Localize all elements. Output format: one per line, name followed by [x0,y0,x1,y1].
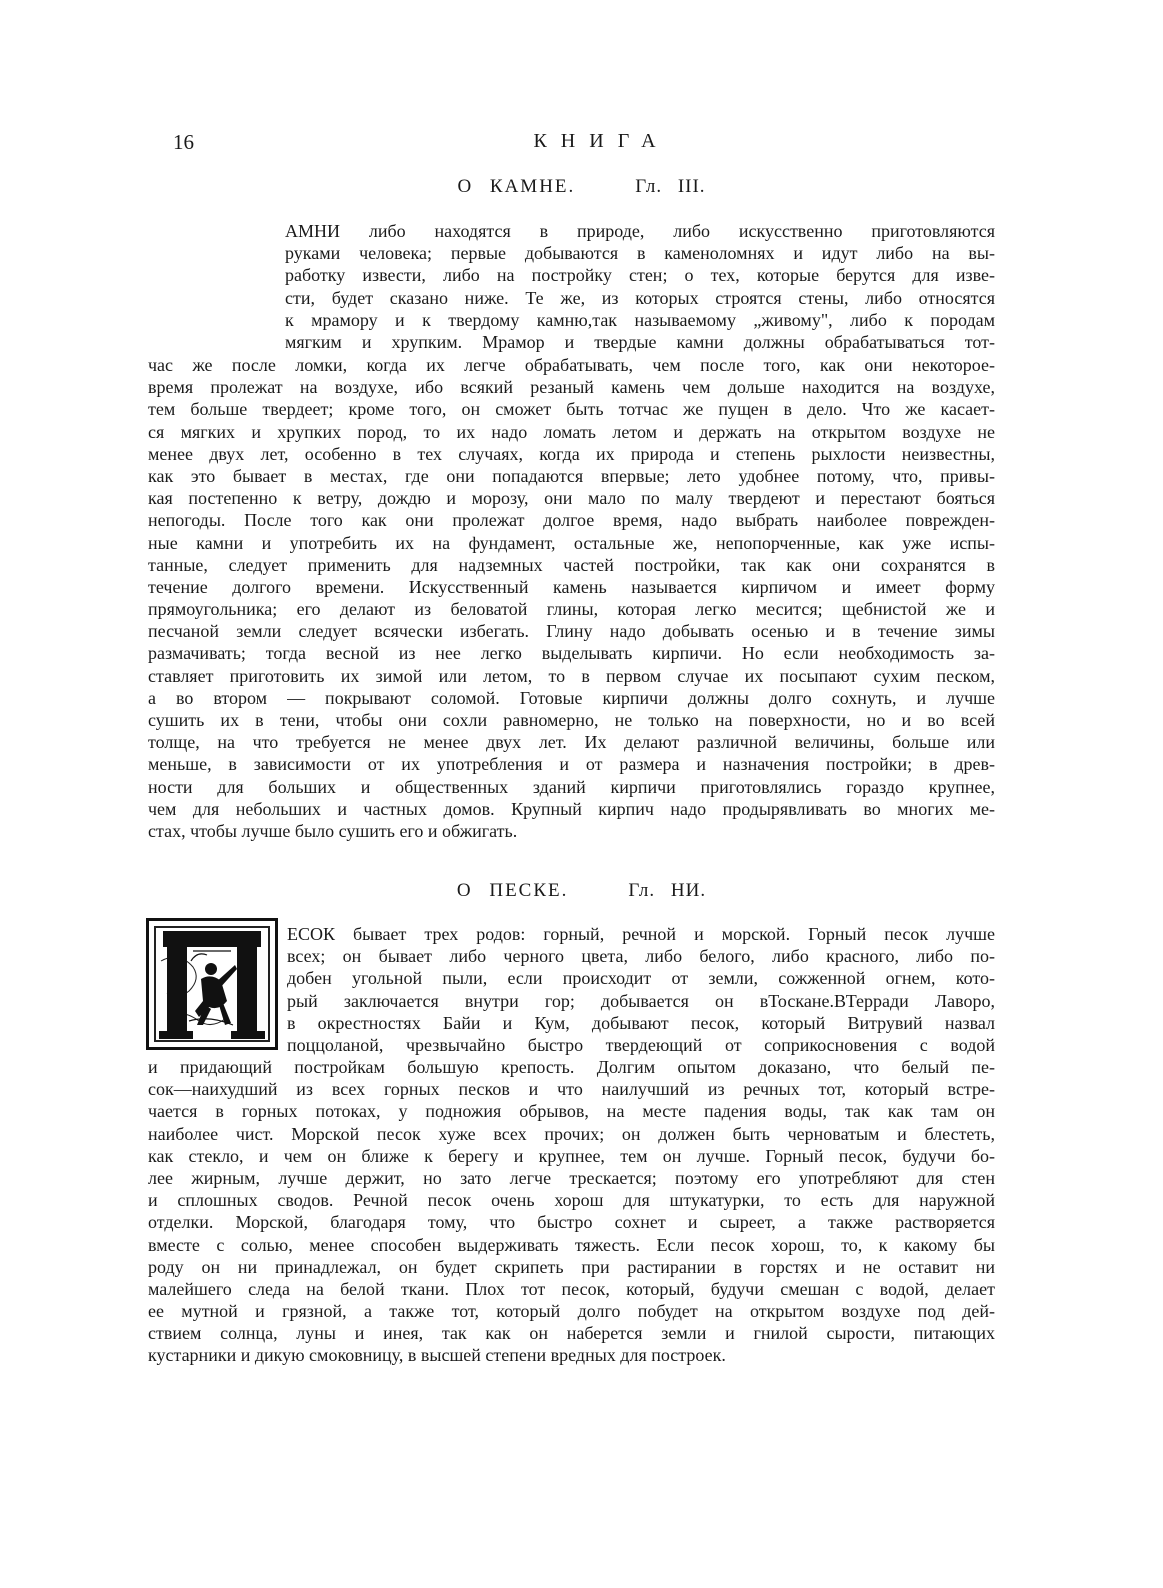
text-line: чем для небольших и частных домов. Крупный кирпич надо продырявливать во многих ме- [148,798,995,819]
section-title-sand [0,880,1163,902]
text-line: ставляет приготовить их зимой или летом, то в первом случае их посыпают сухим песком, [148,665,995,686]
text-line: стах, чтобы лучше было сушить его и обжигать. [148,820,518,841]
text-line: добен угольной пыли, если происходит от земли, сожженной огнем, кото- [287,968,995,989]
text-line: течение долгого времени. Искусственный камень называется кирпичом и имеет форму [148,576,995,597]
text-line: к мрамору и к твердому камню,так называемому „живому", либо к породам [285,309,995,330]
initial-letter-illustration [149,921,275,1047]
text-line: ее мутной и грязной, а также тот, который долго побудет на открытом воздухе под дей- [148,1301,995,1322]
text-line: в окрестностях Байи и Кум, добывают песок, который Витрувий назвал [287,1012,995,1033]
text-line: как это бывает в местах, где они попадаются впервые; лето удобнее потому, что, привы- [148,465,995,486]
text-line: малейшего следа на белой ткани. Плох тот песок, который, будучи смешан с водой, делает [148,1278,995,1299]
text-line: сти, будет сказано ниже. Те же, из которых строятся стены, либо относятся [285,287,995,308]
text-line: танные, следует применить для надземных частей постройки, так как они сохранятся в [148,554,995,575]
text-line: всех; он бывает либо черного цвета, либо белого, либо красного, либо по- [287,946,995,967]
text-line: АМНИ либо находятся в природе, либо искусственно приготовляются [285,221,995,241]
text-line: наиболее чист. Морской песок хуже всех прочих; он должен быть черноватым и блестеть, [148,1123,995,1144]
text-line: час же после ломки, когда их легче обрабатывать, чем после того, как они некоторое- [148,355,995,375]
text-line: а во втором — покрывают соломой. Готовые кирпичи должны долго сохнуть, и лучше [148,687,995,708]
text-line: ности для больших и общественных зданий кирпичи приготовлялись гораздо крупнее, [148,776,995,797]
text-line: отделки. Морской, благодаря тому, что быстро сохнет и сыреет, а также растворяется [148,1212,995,1233]
paragraph-stone [148,354,995,842]
text-line: меньше, в зависимости от их употребления и от размера и назначения постройки; в древ- [148,754,995,775]
text-line: руками человека; первые добываются в каменоломнях и идут либо на вы- [285,243,995,264]
decorated-initial-letter [146,918,278,1050]
text-line: роду он ни принадлежал, он будет скрипеть при растирании в горстях и не оставит ни [148,1256,995,1277]
text-line: тем больше твердеет; кроме того, он сможет быть тотчас же пущен в дело. Что же касает- [148,399,995,420]
text-line: сок—наихудший из всех горных песков и что наилучший из речных тот, который встре- [148,1079,995,1100]
text-line: прямоугольника; его делают из беловатой глины, которая легко месится; щебнистой же и [148,599,995,620]
section-heading: О КАМНЕ. [457,176,576,197]
text-line: сушить их в тени, чтобы они сохли равномерно, не только на поверхности, но и во всей [148,710,995,730]
chapter-number: Гл. III. [635,176,706,197]
running-title: КНИГА [533,130,670,152]
text-line: кустарники и дикую смоковницу, в высшей степени вредных для построек. [148,1345,726,1366]
section-heading: О ПЕСКЕ. [456,880,569,901]
text-line: лее жирным, лучше держит, но зато легче трескается; поэтому его употребляют для стен [148,1167,995,1188]
paragraph-sand [148,1056,995,1367]
text-line: ЕСОК бывает трех родов: горный, речной и морской. Горный песок лучше [287,924,995,944]
text-line: мягким и хрупким. Мрамор и твердые камни должны обрабатываться тот- [285,331,995,352]
text-line: рый заключается внутри гор; добывается он вТоскане.ВТерради Лаворо, [287,990,995,1011]
text-line: поццоланой, чрезвычайно быстро твердеющий от соприкосновения с водой [287,1034,995,1055]
section-title-stone [0,176,1163,198]
page-number: 16 [173,130,194,154]
paragraph-sand-indented [287,923,995,1056]
text-line: ся мягких и хрупких пород, то их надо ломать летом и держать на открытом воздухе не [148,421,995,442]
text-line: работку извести, либо на постройку стен; о тех, которые берутся для изве- [285,265,995,286]
text-line: непогоды. После того как они пролежат долгое время, надо выбрать наиболее поврежден- [148,510,995,531]
text-line: песчаной земли следует всячески избегать. Глину надо добывать осенью и в течение зимы [148,621,995,642]
text-line: кая постепенно к ветру, дождю и морозу, они мало по малу твердеют и перестают бояться [148,488,995,509]
text-line: ные камни и употребить их на фундамент, остальные же, непопорченные, как уже испы- [148,532,995,553]
text-line: время пролежат на воздухе, ибо всякий резаный камень чем дольше находится на воздухе, [148,377,995,398]
text-line: чается в горных потоках, у подножия обрывов, на месте падения воды, так как там он [148,1101,995,1122]
text-line: и сплошных сводов. Речной песок очень хорош для штукатурки, то есть для наружной [148,1190,995,1211]
text-line: и придающий постройкам большую крепость. Долгим опытом доказано, что белый пе- [148,1057,995,1077]
text-line: размачивать; тогда весной из нее легко выделывать кирпичи. Но если необходимость за- [148,643,995,664]
text-line: как стекло, и чем он ближе к берегу и крупнее, тем он лучше. Горный песок, будучи бо- [148,1145,995,1166]
text-line: толще, на что требуется не менее двух лет. Их делают различной величины, больше или [148,732,995,753]
text-line: ствием солнца, луны и инея, так как он наберется земли и гнилой сырости, питающих [148,1323,995,1344]
text-line: менее двух лет, особенно в тех случаях, когда их природа и степень рыхлости неизвестны, [148,443,995,464]
paragraph-stone-indented [285,220,995,353]
text-line: вместе с солью, менее способен выдерживать тяжесть. Если песок хорош, то, к какому бы [148,1234,995,1255]
chapter-number: Гл. НИ. [628,880,707,901]
